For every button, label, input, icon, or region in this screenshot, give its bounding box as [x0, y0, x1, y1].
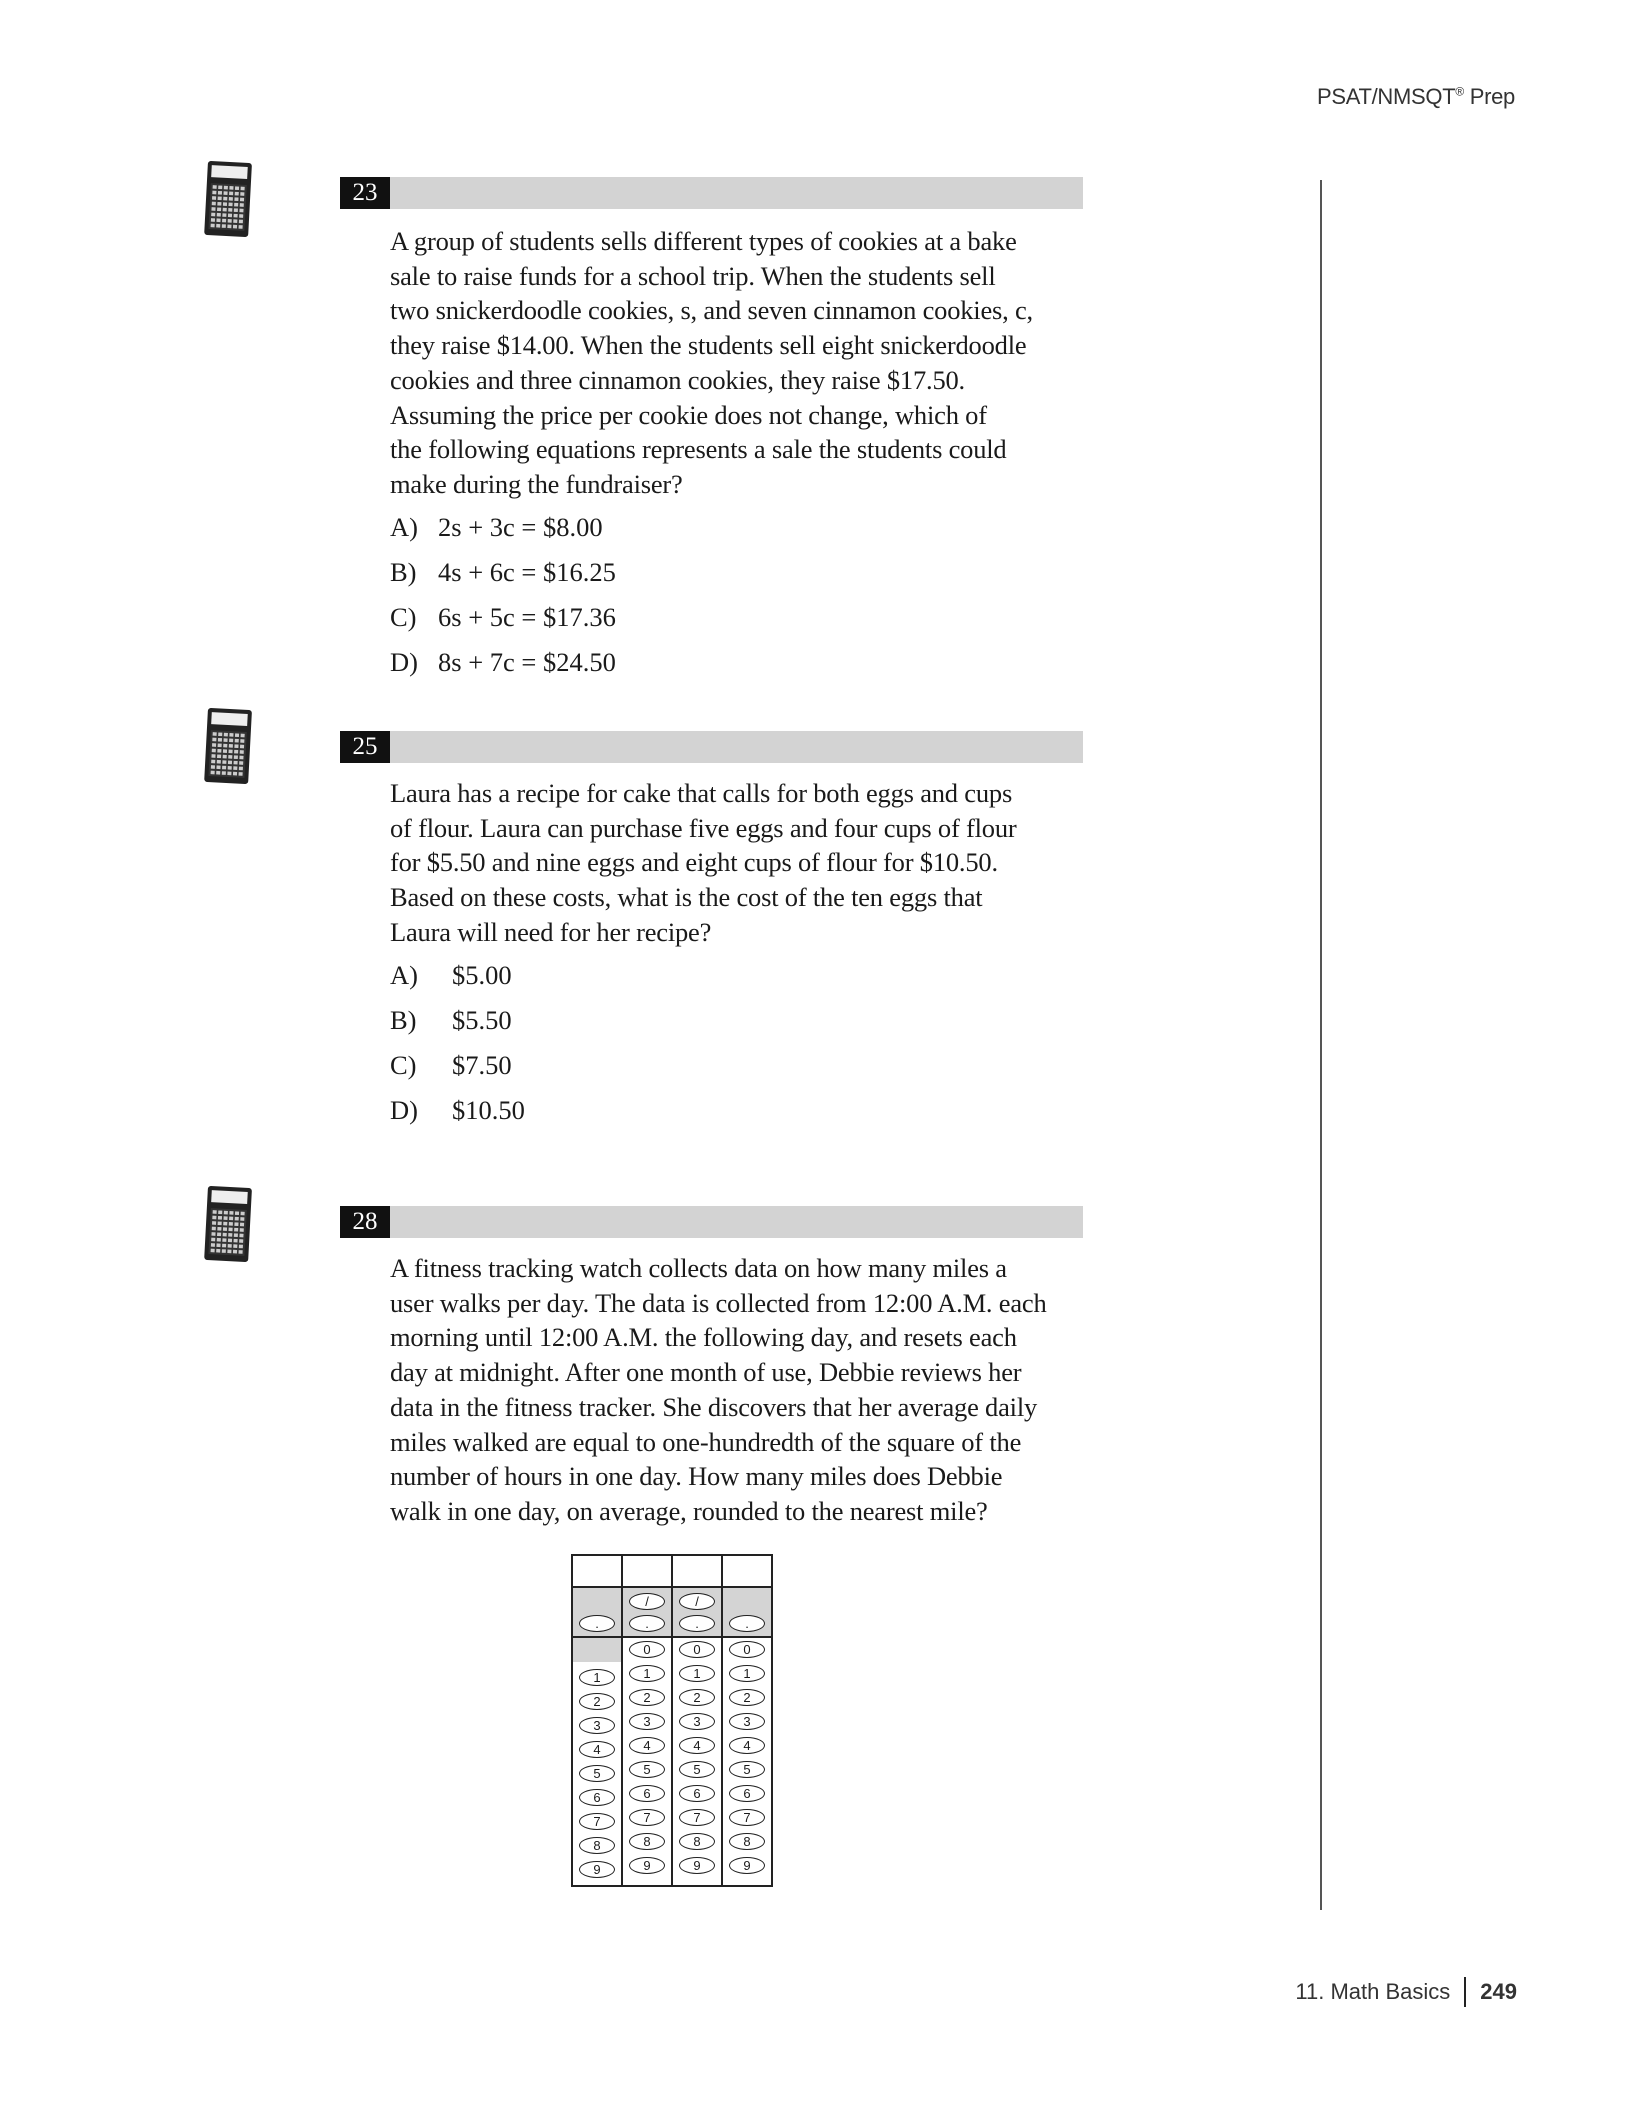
digit-bubble[interactable]: 4 [629, 1737, 665, 1754]
question-28-header [340, 1206, 1083, 1238]
digit-bubble[interactable]: 4 [579, 1741, 615, 1758]
option-text: $5.00 [452, 960, 512, 990]
question-text-line: Laura has a recipe for cake that calls for both eggs and cups [390, 778, 1013, 808]
question-text-line: morning until 12:00 A.M. the following day, and resets each [390, 1322, 1017, 1353]
digit-bubble[interactable]: 6 [629, 1785, 665, 1802]
digit-bubble[interactable]: 7 [579, 1813, 615, 1830]
option-text: 8s + 7c = $24.50 [438, 647, 616, 677]
digit-bubble[interactable]: 3 [579, 1717, 615, 1734]
question-text-line: Based on these costs, what is the cost of the ten eggs that [390, 882, 983, 913]
question-23-header [340, 177, 1083, 209]
digit-bubble[interactable]: 0 [729, 1641, 765, 1658]
question-text-line: sale to raise funds for a school trip. When the students sell [390, 260, 996, 291]
answer-option[interactable] [390, 953, 525, 998]
digit-bubble[interactable]: 2 [729, 1689, 765, 1706]
option-letter: C) [390, 1050, 417, 1080]
option-text: 2s + 3c = $8.00 [438, 512, 603, 542]
digit-bubble[interactable]: 8 [579, 1837, 615, 1854]
question-25-header [340, 731, 1083, 763]
answer-option[interactable] [390, 505, 616, 550]
question-text-line: Assuming the price per cookie does not change, which of [390, 399, 987, 430]
answer-option[interactable] [390, 1088, 525, 1133]
question-text-line: two snickerdoodle cookies, s, and seven cinnamon cookies, c, [390, 295, 1033, 326]
digit-bubble[interactable]: 9 [729, 1857, 765, 1874]
question-text-line: cookies and three cinnamon cookies, they raise $17.50. [390, 364, 965, 395]
footer-divider [1464, 1977, 1466, 2007]
question-text-line: make during the fundraiser? [390, 468, 683, 499]
digit-bubble[interactable]: 5 [679, 1761, 715, 1778]
grid-column [673, 1556, 723, 1885]
question-text-line: walk in one day, on average, rounded to the nearest mile? [390, 1495, 988, 1526]
question-23-text [390, 224, 1033, 502]
digit-bubble[interactable]: 6 [729, 1785, 765, 1802]
question-text-line: A group of students sells different types of cookies at a bake [390, 226, 1017, 256]
fraction-bubble[interactable]: / [629, 1593, 665, 1610]
option-letter: A) [390, 960, 418, 990]
digit-bubble[interactable]: 3 [729, 1713, 765, 1730]
question-text-line: A fitness tracking watch collects data on how many miles a [390, 1253, 1007, 1283]
digit-bubble[interactable]: 4 [729, 1737, 765, 1754]
option-letter: B) [390, 1005, 417, 1035]
digit-bubble[interactable]: 7 [679, 1809, 715, 1826]
grid-symbol-row [623, 1588, 671, 1638]
question-text-line: miles walked are equal to one-hundredth of the square of the [390, 1426, 1022, 1457]
decimal-bubble[interactable]: . [729, 1615, 765, 1632]
header-suffix: Prep [1463, 84, 1515, 109]
decimal-bubble[interactable]: . [579, 1615, 615, 1632]
digit-bubble[interactable]: 1 [579, 1669, 615, 1686]
question-text-line: day at midnight. After one month of use, Debbie reviews her [390, 1357, 1022, 1388]
digit-bubble[interactable]: 8 [679, 1833, 715, 1850]
question-number: 28 [340, 1206, 390, 1238]
question-number: 23 [340, 177, 390, 209]
answer-option[interactable] [390, 1043, 525, 1088]
digit-bubble[interactable]: 0 [629, 1641, 665, 1658]
digit-bubble[interactable]: 7 [629, 1809, 665, 1826]
question-text-line: they raise $14.00. When the students sell eight snickerdoodle [390, 330, 1027, 361]
grid-symbol-row [723, 1588, 771, 1638]
question-28-text [390, 1251, 1047, 1529]
option-text: 4s + 6c = $16.25 [438, 557, 616, 587]
question-25-text [390, 776, 1017, 950]
digit-bubble[interactable]: 3 [629, 1713, 665, 1730]
question-text-line: the following equations represents a sale the students could [390, 434, 1007, 465]
registered-mark: ® [1455, 84, 1464, 99]
chapter-label: 11. Math Basics [1295, 1979, 1451, 2004]
digit-bubble[interactable]: 7 [729, 1809, 765, 1826]
grid-entry-box[interactable] [723, 1556, 771, 1588]
question-text-line: data in the fitness tracker. She discovers that her average daily [390, 1391, 1038, 1422]
answer-option[interactable] [390, 550, 616, 595]
calculator-icon [203, 1185, 253, 1265]
option-text: $5.50 [452, 1005, 512, 1035]
digit-bubble[interactable]: 8 [629, 1833, 665, 1850]
grid-column [623, 1556, 673, 1885]
digit-bubble[interactable]: 0 [679, 1641, 715, 1658]
option-text: $7.50 [452, 1050, 512, 1080]
grid-entry-box[interactable] [673, 1556, 721, 1588]
digit-bubble[interactable]: 3 [679, 1713, 715, 1730]
page-footer [1295, 1977, 1517, 2007]
page-number: 249 [1480, 1979, 1517, 2004]
margin-rule [1320, 180, 1322, 1910]
running-header [1317, 84, 1515, 110]
digit-bubble[interactable]: 2 [579, 1693, 615, 1710]
digit-bubble[interactable]: 1 [679, 1665, 715, 1682]
grid-blank-cell [573, 1638, 621, 1662]
digit-bubble[interactable]: 9 [629, 1857, 665, 1874]
digit-bubble[interactable]: 2 [679, 1689, 715, 1706]
calculator-icon [203, 707, 253, 787]
digit-bubble[interactable]: 6 [679, 1785, 715, 1802]
option-text: $10.50 [452, 1095, 525, 1125]
answer-grid [571, 1554, 773, 1887]
answer-option[interactable] [390, 998, 525, 1043]
option-letter: A) [390, 512, 418, 542]
question-text-line: user walks per day. The data is collected from 12:00 A.M. each [390, 1287, 1047, 1318]
question-25-options [390, 953, 525, 1133]
grid-symbol-row [673, 1588, 721, 1638]
question-text-line: for $5.50 and nine eggs and eight cups of flour for $10.50. [390, 847, 998, 878]
grid-column [723, 1556, 771, 1885]
digit-bubble[interactable]: 9 [579, 1861, 615, 1878]
option-letter: D) [390, 647, 418, 677]
question-text-line: Laura will need for her recipe? [390, 916, 712, 947]
digit-bubble[interactable]: 1 [629, 1665, 665, 1682]
digit-bubble[interactable]: 8 [729, 1833, 765, 1850]
grid-entry-box[interactable] [623, 1556, 671, 1588]
digit-bubble[interactable]: 5 [579, 1765, 615, 1782]
option-letter: D) [390, 1095, 418, 1125]
digit-bubble[interactable]: 9 [679, 1857, 715, 1874]
digit-bubble[interactable]: 5 [629, 1761, 665, 1778]
question-text-line: number of hours in one day. How many miles does Debbie [390, 1461, 1003, 1492]
digit-bubble[interactable]: 2 [629, 1689, 665, 1706]
digit-bubble[interactable]: 6 [579, 1789, 615, 1806]
answer-option[interactable] [390, 595, 616, 640]
header-title: PSAT/NMSQT [1316, 84, 1456, 109]
option-text: 6s + 5c = $17.36 [438, 602, 616, 632]
calculator-icon [203, 160, 253, 240]
option-letter: B) [390, 557, 417, 587]
fraction-bubble[interactable]: / [679, 1593, 715, 1610]
grid-entry-box[interactable] [573, 1556, 621, 1588]
question-text-line: of flour. Laura can purchase five eggs and four cups of flour [390, 812, 1017, 843]
digit-bubble[interactable]: 5 [729, 1761, 765, 1778]
grid-column [573, 1556, 623, 1885]
grid-symbol-row [573, 1588, 621, 1638]
option-letter: C) [390, 602, 417, 632]
digit-bubble[interactable]: 1 [729, 1665, 765, 1682]
decimal-bubble[interactable]: . [629, 1615, 665, 1632]
question-23-options [390, 505, 616, 685]
decimal-bubble[interactable]: . [679, 1615, 715, 1632]
answer-option[interactable] [390, 640, 616, 685]
question-number: 25 [340, 731, 390, 763]
digit-bubble[interactable]: 4 [679, 1737, 715, 1754]
